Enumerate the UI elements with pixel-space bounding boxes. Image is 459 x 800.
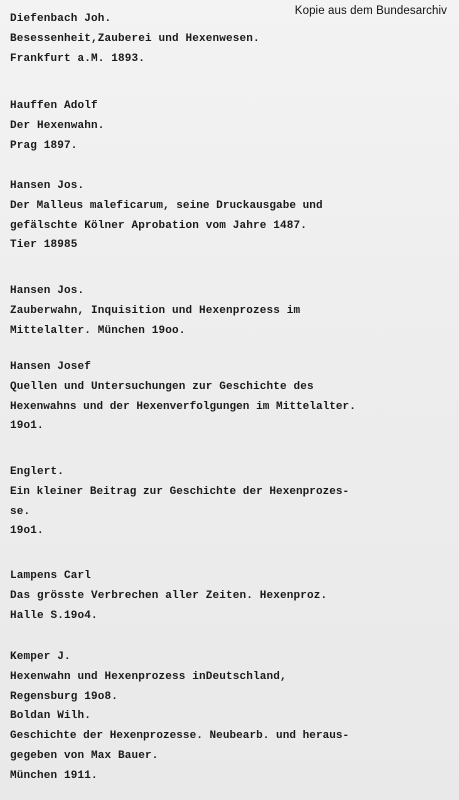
entry-line: Hansen Josef — [10, 361, 92, 373]
entry-line: Diefenbach Joh. — [10, 13, 112, 25]
entry-line: Quellen und Untersuchungen zur Geschichte des — [10, 380, 314, 393]
entry-line: Halle S.19o4. — [10, 609, 98, 622]
entry-line: Zauberwahn, Inquisition und Hexenprozess im — [10, 304, 301, 317]
entry-line: Tier 18985 — [10, 239, 78, 252]
bibliography-entry — [10, 10, 455, 69]
bibliography-entry — [10, 358, 455, 437]
bibliography-entry — [10, 648, 455, 787]
bibliography-entry — [10, 463, 455, 542]
entry-line: Geschichte der Hexenprozesse. Neubearb. und heraus- — [10, 730, 350, 743]
entry-line: gegeben von Max Bauer. — [10, 749, 159, 762]
entry-line: Hauffen Adolf — [10, 100, 98, 112]
entry-line: 19o1. — [10, 420, 44, 433]
entry-line: München 1911. — [10, 769, 98, 782]
entry-line: Lampens Carl — [10, 570, 92, 582]
entry-line: Besessenheit,Zauberei und Hexenwesen. — [10, 32, 260, 45]
entry-line: Frankfurt a.M. 1893. — [10, 52, 146, 65]
bibliography-entry — [10, 567, 455, 626]
entry-line: Boldan Wilh. — [10, 710, 92, 723]
entry-line: Regensburg 19o8. — [10, 690, 119, 703]
entry-line: Prag 1897. — [10, 139, 78, 152]
entry-line: Der Hexenwahn. — [10, 119, 105, 132]
entry-line: Der Malleus maleficarum, seine Druckausgabe und — [10, 199, 323, 212]
entry-line: Ein kleiner Beitrag zur Geschichte der Hexenprozes- — [10, 485, 350, 498]
entry-line: Das grösste Verbrechen aller Zeiten. Hexenproz. — [10, 589, 328, 602]
entry-line: Kemper J. — [10, 651, 71, 663]
entry-line: se. — [10, 505, 31, 518]
entry-line: Hansen Jos. — [10, 180, 85, 192]
entry-line: Hansen Jos. — [10, 285, 85, 297]
bibliography-entry — [10, 282, 455, 341]
entry-line: Hexenwahns und der Hexenverfolgungen im Mittelalter. — [10, 400, 356, 413]
entry-line: Mittelalter. München 19oo. — [10, 324, 186, 337]
entry-line: Englert. — [10, 466, 65, 478]
entry-line: 19o1. — [10, 525, 44, 538]
bibliography-entry — [10, 97, 455, 156]
bibliography-entry — [10, 177, 455, 256]
entry-line: Hexenwahn und Hexenprozess inDeutschland, — [10, 670, 287, 683]
archive-stamp: Kopie aus dem Bundesarchiv — [294, 5, 447, 17]
entry-line: gefälschte Kölner Aprobation vom Jahre 1487. — [10, 219, 308, 232]
